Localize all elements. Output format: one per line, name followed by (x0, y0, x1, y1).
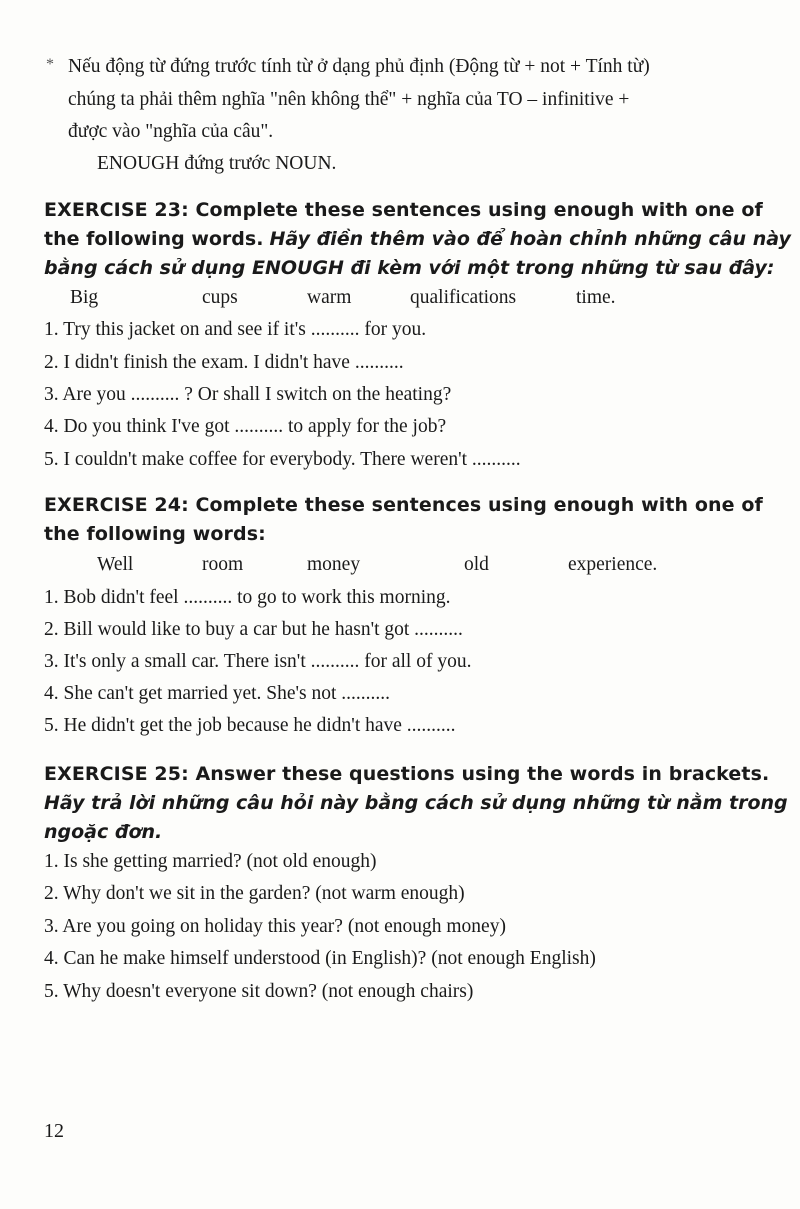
note-enough-noun: ENOUGH đứng trước NOUN. (97, 153, 337, 174)
ex23-word: time. (576, 287, 616, 308)
ex24-item-1: 1. Bob didn't feel .......... to go to work this morning. (44, 587, 451, 608)
ex25-heading-line2: Hãy trả lời những câu hỏi này bằng cách sử dụng những từ nằm trong (44, 792, 788, 814)
ex24-item-3: 3. It's only a small car. There isn't .......... for all of you. (44, 651, 472, 672)
note-line-3: được vào "nghĩa của câu". (68, 121, 274, 142)
ex25-heading-line1: EXERCISE 25: Answer these questions using the words in brackets. (44, 763, 770, 785)
ex24-item-5: 5. He didn't get the job because he didn't have .......... (44, 715, 456, 736)
ex25-item-4: 4. Can he make himself understood (in English)? (not enough English) (44, 948, 596, 969)
ex23-heading-line2-bold: the following words. (44, 228, 264, 250)
ex24-heading-line1: EXERCISE 24: Complete these sentences using enough with one of (44, 494, 763, 516)
ex24-word: experience. (568, 554, 658, 575)
ex23-heading-line2-italic: Hãy điền thêm vào để hoàn chỉnh những câu này (269, 228, 791, 250)
ex24-heading-line2: the following words: (44, 523, 266, 545)
ex25-item-5: 5. Why doesn't everyone sit down? (not enough chairs) (44, 981, 474, 1002)
note-line-1: Nếu động từ đứng trước tính từ ở dạng phủ định (Động từ + not + Tính từ) (68, 56, 650, 77)
ex23-word: qualifications (410, 287, 517, 308)
ex25-item-1: 1. Is she getting married? (not old enough) (44, 851, 377, 872)
ex24-word: room (202, 554, 244, 575)
ex25-item-2: 2. Why don't we sit in the garden? (not warm enough) (44, 883, 465, 904)
ex23-item-1: 1. Try this jacket on and see if it's .......... for you. (44, 319, 427, 340)
note-marker: * (46, 56, 54, 73)
ex24-item-4: 4. She can't get married yet. She's not .......... (44, 683, 391, 704)
note-line-2: chúng ta phải thêm nghĩa "nên không thể" + nghĩa của TO – infinitive + (68, 89, 630, 110)
ex23-word: Big (70, 287, 99, 308)
ex25-item-3: 3. Are you going on holiday this year? (not enough money) (44, 916, 506, 937)
ex24-word: old (464, 554, 489, 575)
ex23-heading-line3: bằng cách sử dụng ENOUGH đi kèm với một trong những từ sau đây: (44, 257, 775, 279)
ex23-word: warm (307, 287, 352, 308)
ex24-item-2: 2. Bill would like to buy a car but he hasn't got .......... (44, 619, 463, 640)
ex23-item-2: 2. I didn't finish the exam. I didn't have .......... (44, 352, 404, 373)
ex24-word: money (307, 554, 361, 575)
ex23-heading-line2 (44, 228, 791, 250)
ex23-item-3: 3. Are you .......... ? Or shall I switch on the heating? (44, 384, 452, 405)
page-number: 12 (44, 1120, 64, 1142)
ex23-heading-line1: EXERCISE 23: Complete these sentences using enough with one of (44, 199, 763, 221)
ex25-heading-line3: ngoặc đơn. (44, 821, 163, 843)
ex23-item-5: 5. I couldn't make coffee for everybody. There weren't .......... (44, 449, 521, 470)
ex23-item-4: 4. Do you think I've got .......... to apply for the job? (44, 416, 447, 437)
ex23-word: cups (202, 287, 238, 308)
ex24-word: Well (97, 554, 134, 575)
